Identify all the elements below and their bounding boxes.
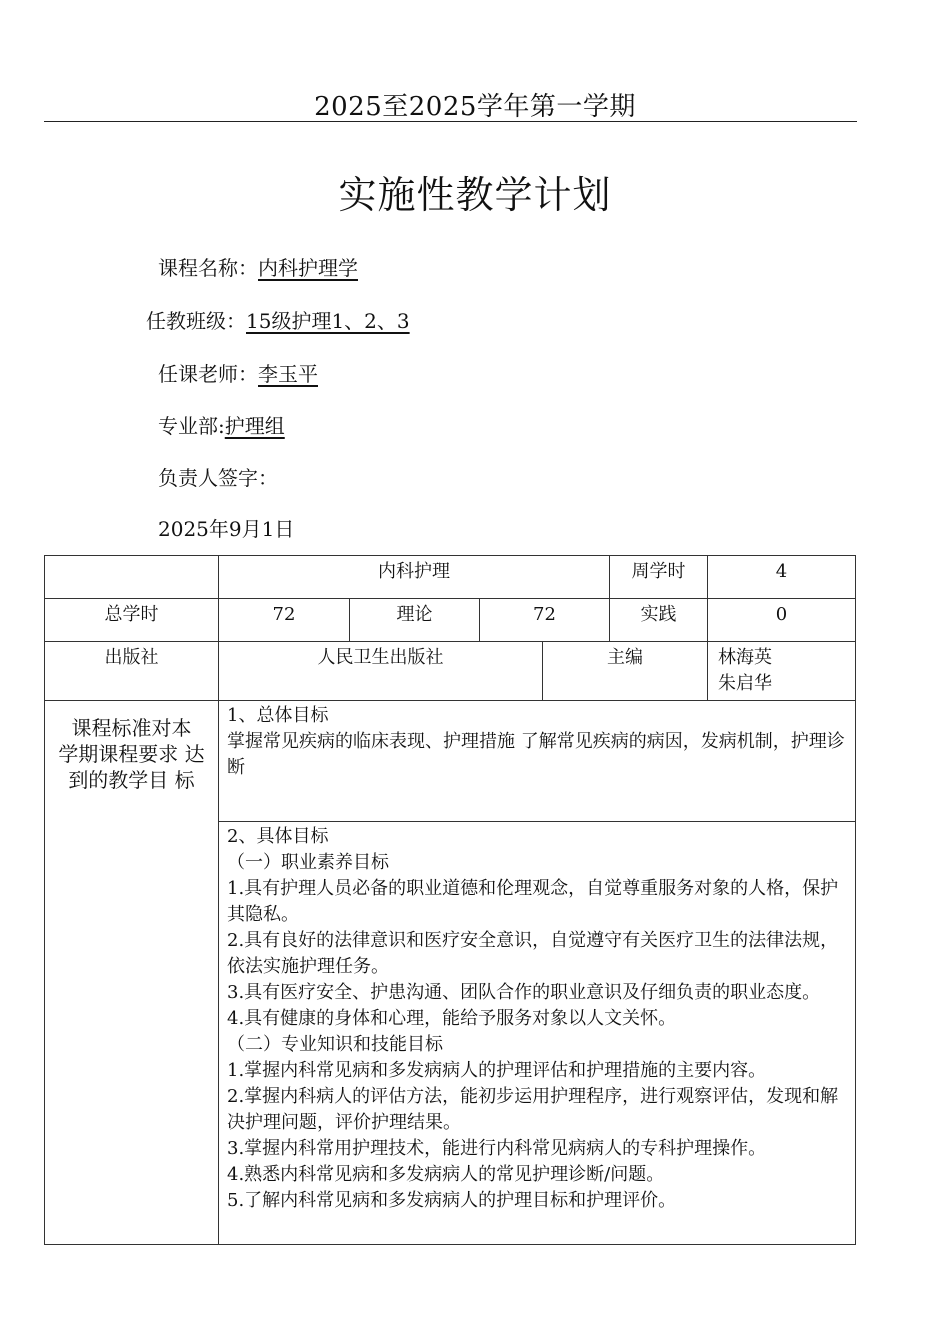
course-name-value: 内科护理学	[258, 256, 358, 280]
course-name-label: 课程名称：	[158, 256, 258, 280]
weekly-hours-value: 4	[708, 556, 856, 599]
teaching-goals-label	[45, 701, 219, 1245]
total-hours-value: 72	[219, 599, 350, 642]
goal-label-line: 到的教学目 标	[68, 768, 195, 792]
editor-value	[708, 642, 856, 701]
department-row	[158, 410, 285, 439]
goal-line: 4.熟悉内科常见病和多发病病人的常见护理诊断/问题。	[227, 1164, 665, 1185]
publisher-value: 人民卫生出版社	[219, 642, 543, 701]
goal-line: 4.具有健康的身体和心理，能给予服务对象以人文关怀。	[227, 1008, 677, 1029]
goal-line: 1.掌握内科常见病和多发病病人的护理评估和护理措施的主要内容。	[227, 1060, 767, 1081]
goal-label-line: 课程标准对本	[71, 716, 192, 740]
goal-line: 2.具有良好的法律意识和医疗安全意识，自觉遵守有关医疗卫生的法律法规，依法实施护理任务。	[227, 930, 839, 977]
goal-line: 5.了解内科常见病和多发病病人的护理目标和护理评价。	[227, 1190, 677, 1211]
table-row	[45, 599, 856, 642]
table-row	[45, 556, 856, 599]
department-value: 护理组	[224, 414, 285, 438]
course-name-row	[158, 252, 358, 281]
theory-label: 理论	[350, 599, 480, 642]
semester-heading: 2025至2025学年第一学期	[314, 92, 636, 122]
heading-divider	[44, 121, 857, 122]
publisher-label: 出版社	[45, 642, 219, 701]
class-row	[146, 305, 410, 334]
overall-goal-cell	[219, 701, 856, 822]
empty-cell	[45, 556, 219, 599]
practice-label: 实践	[610, 599, 708, 642]
editor-name: 朱启华	[718, 673, 772, 694]
department-label: 专业部:	[158, 414, 225, 438]
goal-line: 3.具有医疗安全、护患沟通、团队合作的职业意识及仔细负责的职业态度。	[227, 982, 821, 1003]
signer-row	[158, 462, 278, 491]
practice-value: 0	[708, 599, 856, 642]
table-row	[45, 701, 856, 822]
teacher-row	[158, 358, 318, 387]
goal-line: （一）职业素养目标	[227, 852, 389, 873]
course-plan-table	[44, 555, 856, 1245]
editor-label: 主编	[543, 642, 708, 701]
editor-name: 林海英	[718, 647, 772, 668]
course-cell: 内科护理	[219, 556, 610, 599]
table-row	[45, 642, 856, 701]
theory-value: 72	[480, 599, 610, 642]
specific-goal-heading: 2、具体目标	[227, 826, 329, 847]
weekly-hours-label: 周学时	[610, 556, 708, 599]
specific-goal-cell	[219, 822, 856, 1245]
class-value: 15级护理1、2、3	[246, 309, 410, 333]
date: 2025年9月1日	[158, 517, 295, 541]
specific-goal-content	[227, 824, 851, 1244]
goal-line: 3.掌握内科常用护理技术，能进行内科常见病病人的专科护理操作。	[227, 1138, 767, 1159]
goal-line: 2.掌握内科病人的评估方法，能初步运用护理程序，进行观察评估，发现和解决护理问题，评价护理结果。	[227, 1086, 839, 1133]
teacher-value: 李玉平	[258, 362, 318, 386]
signer-label: 负责人签字：	[158, 466, 278, 490]
overall-goal-heading: 1、总体目标	[227, 705, 329, 726]
teacher-label: 任课老师：	[158, 362, 258, 386]
overall-goal-text: 掌握常见疾病的临床表现、护理措施 了解常见疾病的病因，发病机制，护理诊断	[227, 731, 845, 778]
goal-label-line: 学期课程要求 达	[58, 742, 205, 766]
goal-line: （二）专业知识和技能目标	[227, 1034, 443, 1055]
class-label: 任教班级：	[146, 309, 246, 333]
document-title: 实施性教学计划	[338, 173, 612, 217]
total-hours-label: 总学时	[45, 599, 219, 642]
goal-line: 1.具有护理人员必备的职业道德和伦理观念，自觉尊重服务对象的人格，保护其隐私。	[227, 878, 839, 925]
